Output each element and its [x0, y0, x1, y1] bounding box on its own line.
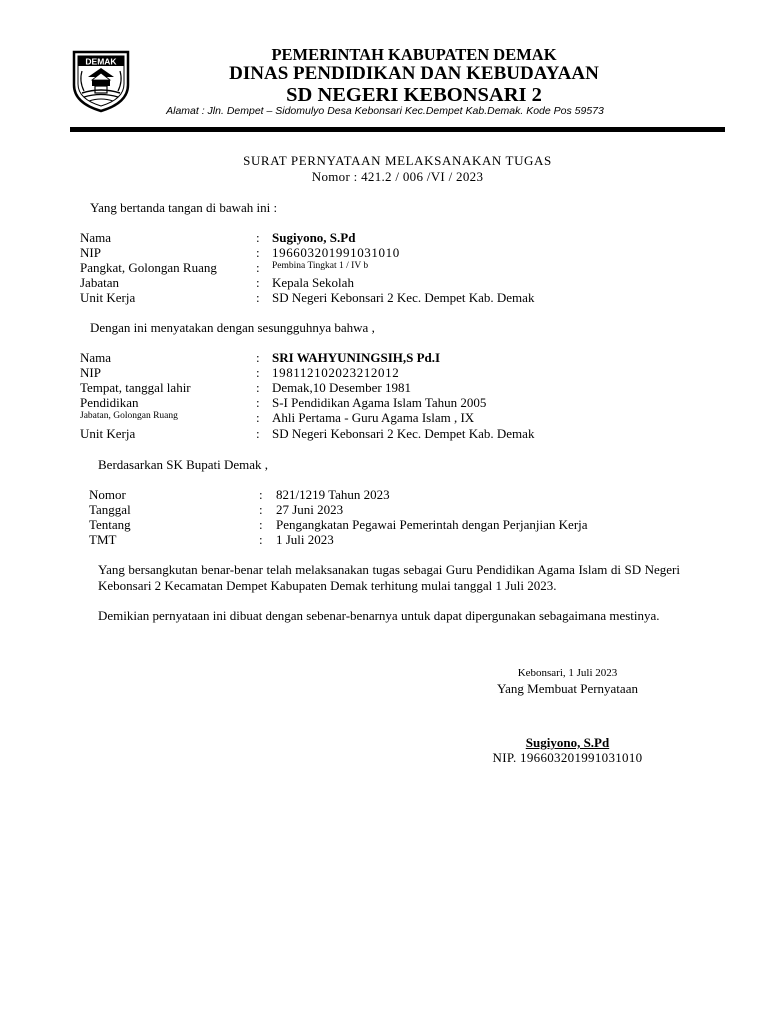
subject-value-nip: 198112102023212012: [272, 365, 400, 380]
sk-value-tmt: 1 Juli 2023: [276, 532, 334, 547]
colon: :: [256, 275, 260, 290]
intro-text: Yang bertanda tangan di bawah ini :: [90, 200, 278, 215]
header-address: Alamat : Jln. Dempet – Sidomulyo Desa Kebonsari Kec.Dempet Kab.Demak. Kode Pos 59573: [166, 105, 604, 117]
signer-label-rank: Pangkat, Golongan Ruang: [80, 260, 217, 275]
signer-label-name: Nama: [80, 230, 112, 245]
colon: :: [259, 502, 263, 517]
subject-label-unit: Unit Kerja: [80, 426, 136, 441]
subject-label-birth: Tempat, tanggal lahir: [80, 380, 191, 395]
subject-label-education: Pendidikan: [80, 395, 139, 410]
sk-label-number: Nomor: [89, 487, 126, 502]
signature-nip: NIP. 196603201991031010: [492, 750, 643, 765]
letter-number: Nomor : 421.2 / 006 /VI / 2023: [311, 169, 484, 184]
logo-text: DEMAK: [85, 56, 117, 67]
colon: :: [259, 487, 263, 502]
header-school-name: SD NEGERI KEBONSARI 2: [286, 84, 542, 106]
letter-title: SURAT PERNYATAAN MELAKSANAKAN TUGAS: [243, 153, 552, 168]
signer-value-rank: Pembina Tingkat 1 / IV b: [272, 261, 369, 271]
colon: :: [256, 380, 260, 395]
subject-value-unit: SD Negeri Kebonsari 2 Kec. Dempet Kab. Demak: [272, 426, 535, 441]
colon: :: [256, 395, 260, 410]
colon: :: [256, 245, 260, 260]
signature-role: Yang Membuat Pernyataan: [497, 681, 638, 696]
sk-label-date: Tanggal: [89, 502, 131, 517]
body-paragraph: Yang bersangkutan benar-benar telah melaksanakan tugas sebagai Guru Pendidikan Agama Islam di SD Negeri Kebonsari 2 Kecamatan Dempet Kabupaten Demak terhitung mulai tanggal 1 Juli 2023.: [98, 562, 680, 593]
colon: :: [259, 532, 263, 547]
signer-value-position: Kepala Sekolah: [272, 275, 354, 290]
colon: :: [256, 350, 260, 365]
subject-value-birth: Demak,10 Desember 1981: [272, 380, 411, 395]
signer-value-name: Sugiyono, S.Pd: [272, 230, 356, 245]
demak-regency-logo: [70, 49, 132, 113]
signature-name: Sugiyono, S.Pd: [525, 735, 610, 750]
sk-value-number: 821/1219 Tahun 2023: [276, 487, 390, 502]
colon: :: [256, 426, 260, 441]
subject-value-name: SRI WAHYUNINGSIH,S Pd.I: [272, 350, 441, 365]
subject-value-position: Ahli Pertama - Guru Agama Islam , IX: [272, 410, 475, 425]
signer-value-unit: SD Negeri Kebonsari 2 Kec. Dempet Kab. Demak: [272, 290, 535, 305]
signer-label-position: Jabatan: [80, 275, 119, 290]
statement-intro: Dengan ini menyatakan dengan sesungguhnya bahwa ,: [90, 320, 375, 335]
colon: :: [256, 290, 260, 305]
colon: :: [256, 410, 260, 425]
closing-paragraph: Demikian pernyataan ini dibuat dengan sebenar-benarnya untuk dapat dipergunakan sebagaimana mestinya.: [98, 608, 660, 623]
sk-value-subject: Pengangkatan Pegawai Pemerintah dengan Perjanjian Kerja: [276, 517, 588, 532]
signer-label-unit: Unit Kerja: [80, 290, 136, 305]
sk-intro: Berdasarkan SK Bupati Demak ,: [98, 457, 269, 472]
subject-label-nip: NIP: [80, 365, 101, 380]
sk-label-tmt: TMT: [89, 532, 117, 547]
subject-label-position: Jabatan, Golongan Ruang: [80, 411, 178, 421]
subject-value-education: S-I Pendidikan Agama Islam Tahun 2005: [272, 395, 487, 410]
colon: :: [256, 230, 260, 245]
sk-label-subject: Tentang: [89, 517, 131, 532]
signer-value-nip: 196603201991031010: [272, 245, 400, 260]
header-divider: [70, 127, 725, 132]
colon: :: [259, 517, 263, 532]
signature-place-date: Kebonsari, 1 Juli 2023: [517, 667, 618, 679]
sk-value-date: 27 Juni 2023: [276, 502, 344, 517]
subject-label-name: Nama: [80, 350, 112, 365]
header-department: DINAS PENDIDIKAN DAN KEBUDAYAAN: [229, 63, 599, 84]
colon: :: [256, 260, 260, 275]
colon: :: [256, 365, 260, 380]
header-government: PEMERINTAH KABUPATEN DEMAK: [271, 45, 557, 64]
signer-label-nip: NIP: [80, 245, 101, 260]
